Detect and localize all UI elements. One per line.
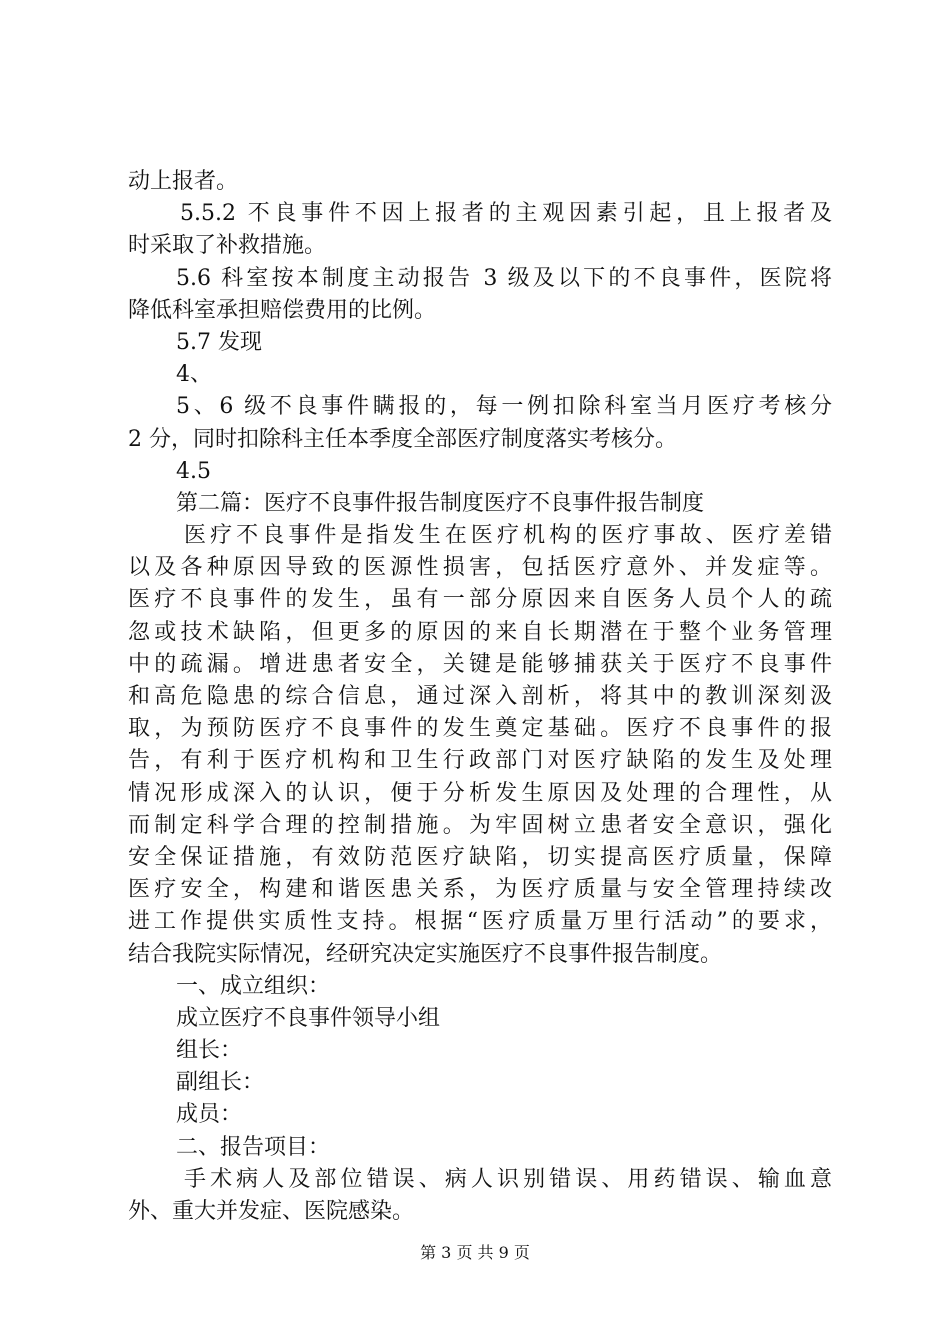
text-line: 医疗不良事件是指发生在医疗机构的医疗事故、医疗差错	[184, 523, 832, 549]
text-line: 医疗安全，构建和谐医患关系，为医疗质量与安全管理持续改	[128, 877, 832, 903]
section-heading: 二、报告项目：	[176, 1134, 331, 1160]
text-line: 情况形成深入的认识，便于分析发生原因及处理的合理性，从	[128, 780, 832, 806]
text-line: 结合我院实际情况，经研究决定实施医疗不良事件报告制度。	[128, 941, 723, 967]
text-line: 5.7 发现	[176, 329, 262, 355]
text-line: 副组长：	[176, 1070, 265, 1096]
section-heading: 一、成立组织：	[176, 973, 331, 999]
text-line: 中的疏漏。增进患者安全，关键是能够捕获关于医疗不良事件	[128, 651, 832, 677]
section-heading: 第二篇：医疗不良事件报告制度医疗不良事件报告制度	[176, 490, 705, 516]
text-line: 成立医疗不良事件领导小组	[176, 1005, 441, 1031]
text-line: 安全保证措施，有效防范医疗缺陷，切实提高医疗质量，保障	[128, 844, 832, 870]
text-line: 取，为预防医疗不良事件的发生奠定基础。医疗不良事件的报	[128, 716, 832, 742]
text-line: 进工作提供实质性支持。根据“医疗质量万里行活动”的要求，	[128, 909, 832, 935]
text-line: 手术病人及部位错误、病人识别错误、用药错误、输血意	[184, 1166, 832, 1192]
text-line: 忽或技术缺陷，但更多的原因的来自长期潜在于整个业务管理	[128, 619, 832, 645]
text-line: 时采取了补救措施。	[128, 233, 327, 259]
text-line: 降低科室承担赔偿费用的比例。	[128, 297, 437, 323]
text-line: 以及各种原因导致的医源性损害，包括医疗意外、并发症等。	[128, 555, 832, 581]
text-line: 2 分，同时扣除科主任本季度全部医疗制度落实考核分。	[128, 426, 677, 452]
text-line: 外、重大并发症、医院感染。	[128, 1199, 415, 1224]
text-line: 5.6 科室按本制度主动报告 3 级及以下的不良事件，医院将	[176, 265, 832, 291]
text-line: 5.5.2 不良事件不因上报者的主观因素引起，且上报者及	[180, 201, 832, 227]
text-line: 组长：	[176, 1038, 243, 1064]
text-line: 4、	[176, 362, 212, 388]
text-line: 而制定科学合理的控制措施。为牢固树立患者安全意识，强化	[128, 812, 832, 838]
document-body	[128, 166, 832, 1228]
text-line: 动上报者。	[128, 169, 239, 194]
text-line: 4.5	[176, 458, 211, 484]
text-line: 成员：	[176, 1102, 243, 1128]
text-line: 医疗不良事件的发生，虽有一部分原因来自医务人员个人的疏	[128, 587, 832, 613]
text-line: 和高危隐患的综合信息，通过深入剖析，将其中的教训深刻汲	[128, 684, 832, 709]
text-line: 5、6 级不良事件瞒报的，每一例扣除科室当月医疗考核分	[176, 394, 832, 420]
text-line: 告，有利于医疗机构和卫生行政部门对医疗缺陷的发生及处理	[128, 748, 832, 774]
page-number-footer: 第 3 页 共 9 页	[420, 1243, 530, 1262]
